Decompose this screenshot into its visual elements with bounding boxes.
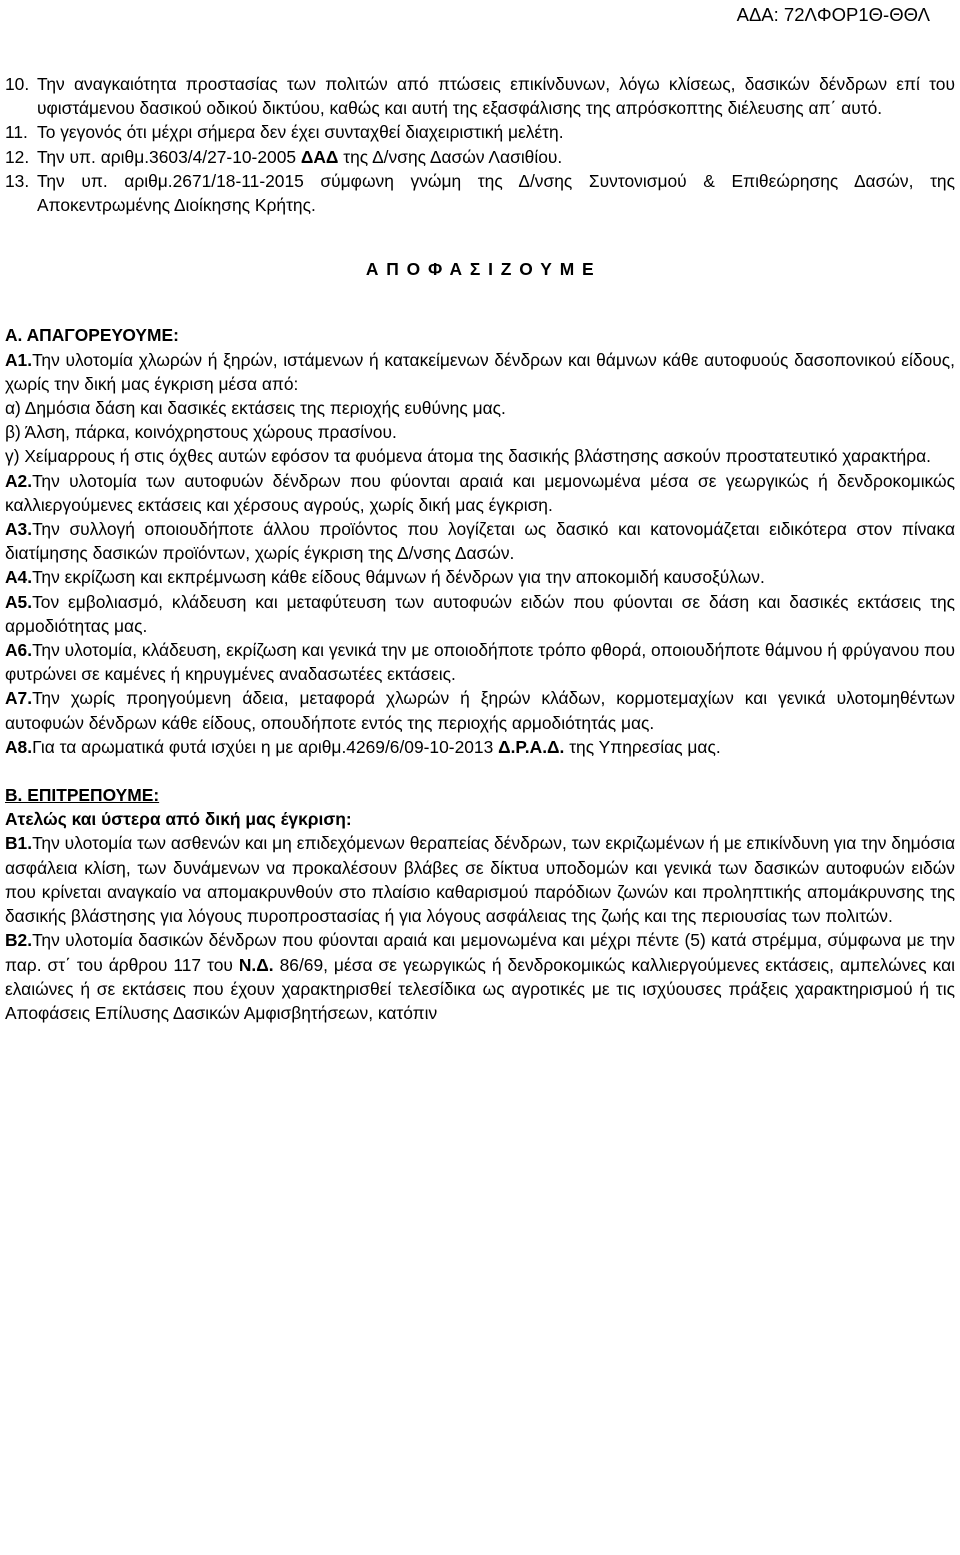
- consideration-item: [5, 145, 955, 169]
- section-a-subitem: [5, 420, 955, 444]
- consideration-text-part: Την υπ. αριθμ.3603/4/27-10-2005: [37, 146, 301, 167]
- section-a-item: [5, 638, 955, 686]
- consideration-text: Το γεγονός ότι μέχρι σήμερα δεν έχει συνταχθεί διαχειριστική μελέτη.: [37, 122, 564, 143]
- consideration-number: 13.: [5, 170, 30, 191]
- consideration-item: [5, 169, 955, 217]
- consideration-text-bold: ΔΑΔ: [300, 146, 339, 167]
- item-text: Την εκρίζωση και εκπρέμνωση κάθε είδους θάμνων ή δένδρων για την αποκομιδή καυσοξύλων.: [32, 567, 765, 588]
- section-a-subitem: [5, 396, 955, 420]
- item-code: Α2.: [5, 470, 33, 491]
- item-text-bold: Ν.Δ.: [238, 954, 274, 975]
- section-a-item: [5, 565, 955, 589]
- consideration-text: Την υπ. αριθμ.2671/18-11-2015 σύμφωνη γνώμη της Δ/νσης Συντονισμού & Επιθεώρησης Δασών, της Αποκεντρωμένης Διοίκησης Κρήτης.: [37, 170, 955, 216]
- consideration-text-part: της Δ/νσης Δασών Λασιθίου.: [338, 146, 563, 167]
- section-a-title: Α. ΑΠΑΓΟΡΕΥΟΥΜΕ:: [5, 325, 179, 346]
- item-text: Την συλλογή οποιουδήποτε άλλου προϊόντος που λογίζεται ως δασικό και κατονομάζεται ειδικότερα στον πίνακα διατίμησης δασικών προϊόντων, χωρίς έγκριση της Δ/νσης Δασών.: [5, 519, 955, 564]
- item-code: Α3.: [5, 519, 33, 540]
- item-text-bold: Δ.Ρ.Α.Δ.: [498, 736, 565, 757]
- item-text: Την υλοτομία δασικών δένδρων που φύονται αραιά και μεμονωμένα και μέχρι πέντε (5) κατά στρέμμα, σύμφωνα με την παρ. στ΄ του άρθρου 117 του: [5, 930, 955, 975]
- section-b-item: [5, 928, 955, 1025]
- consideration-item: [5, 72, 955, 120]
- item-code: Α4.: [5, 567, 33, 588]
- item-text: Την χωρίς προηγούμενη άδεια, μεταφορά χλωρών ή ξηρών κλάδων, κορμοτεμαχίων και γενικά υλοτομηθέντων αυτοφυών δένδρων κάθε είδους, οπουδήποτε εντός της περιοχής αρμοδιότητάς μας.: [5, 688, 955, 733]
- consideration-item: [5, 120, 955, 144]
- item-text: 86/69, μέσα σε γεωργικώς ή δενδροκομικώς καλλιεργούμενες εκτάσεις, αμπελώνες και ελαιώνες ή σε εκτάσεις που έχουν χαρακτηρισθεί τελεσίδικα ως αγροτικές με τις ισχύουσες πράξεις χαρακτηρισμού ή τις Αποφάσεις Επίλυσης Δασικών Αμφισβητήσεων, κατόπιν: [5, 954, 955, 1023]
- section-a-subitem: [5, 444, 955, 468]
- item-text: Την υλοτομία χλωρών ή ξηρών, ιστάμενων ή κατακείμενων δένδρων και θάμνων κάθε αυτοφυούς δασοπονικού είδους, χωρίς την δική μας έγκριση μέσα από:: [5, 349, 955, 394]
- item-text: Την υλοτομία των αυτοφυών δένδρων που φύονται αραιά και μεμονωμένα μέσα σε γεωργικώς ή δενδροκομικώς καλλιεργούμενες εκτάσεις και χέρσους αγρούς, χωρίς δική μας έγκριση.: [5, 470, 955, 515]
- item-code: Α6.: [5, 640, 33, 661]
- decision-title: Α Π Ο Φ Α Σ Ι Ζ Ο Υ Μ Ε: [365, 259, 595, 280]
- item-code: Β1.: [5, 833, 33, 854]
- item-code: Α5.: [5, 591, 33, 612]
- document-body: [5, 72, 955, 1025]
- section-b-title: Β. ΕΠΙΤΡΕΠΟΥΜΕ:: [5, 785, 160, 806]
- section-a-item: [5, 735, 955, 759]
- item-code: Α1.: [5, 349, 33, 370]
- section-b-subtitle: Ατελώς και ύστερα από δική μας έγκριση:: [5, 809, 352, 830]
- consideration-number: 11.: [5, 122, 28, 143]
- consideration-text: Την αναγκαιότητα προστασίας των πολιτών από πτώσεις επικίνδυνων, λόγω κλίσεως, δασικών δένδρων επί του υφιστάμενου δασικού οδικού δικτύου, καθώς και αυτή της εξασφάλισης της απρόσκοπτης διέλευσης απ΄ αυτό.: [37, 74, 955, 119]
- section-a-item: [5, 348, 955, 396]
- item-code: Α8.: [5, 736, 33, 757]
- section-a-item: [5, 469, 955, 517]
- item-text: Τον εμβολιασμό, κλάδευση και μεταφύτευση των αυτοφυών ειδών που φύονται σε δάση και δασικές εκτάσεις της αρμοδιότητας μας.: [5, 591, 955, 636]
- item-text: γ) Χείμαρρους ή στις όχθες αυτών εφόσον τα φυόμενα άτομα της δασικής βλάστησης ασκούν προστατευτικό χαρακτήρα.: [5, 446, 931, 467]
- section-a-item: [5, 517, 955, 565]
- item-text: της Υπηρεσίας μας.: [564, 736, 721, 757]
- consideration-number: 10.: [5, 74, 30, 94]
- document-ada-header: ΑΔΑ: 72ΛΦΟΡ1Θ-ΘΘΛ: [736, 4, 930, 25]
- consideration-text: [37, 145, 955, 169]
- item-text: β) Άλση, πάρκα, κοινόχρηστους χώρους πρασίνου.: [5, 422, 397, 443]
- item-text: Την υλοτομία των ασθενών και μη επιδεχόμενων θεραπείας δένδρων, των εκριζωμένων ή με επικίνδυνη για την δημόσια ασφάλεια κλίση, των δυνάμενων να προκαλέσουν βλάβες σε δίκτυα υποδομών και γενικά των δασικών αυτοφυών ειδών που κρίνεται αναγκαίο να απομακρυνθούν στο πλαίσιο καθαρισμού παρόδιων ζωνών και προληπτικής απομάκρυνσης της δασικής βλάστησης για λόγους πυροπροστασίας ή για λόγους ασφάλειας της ζωής και της περιουσίας των πολιτών.: [5, 833, 955, 927]
- consideration-number: 12.: [5, 146, 30, 167]
- item-code: Α7.: [5, 688, 33, 709]
- item-text: α) Δημόσια δάση και δασικές εκτάσεις της περιοχής ευθύνης μας.: [5, 398, 506, 419]
- item-code: Β2.: [5, 930, 33, 951]
- section-spacer: [5, 759, 955, 783]
- item-text: Για τα αρωματικά φυτά ισχύει η με αριθμ.4269/6/09-10-2013: [32, 736, 499, 757]
- section-a-item: [5, 686, 955, 734]
- item-text: Την υλοτομία, κλάδευση, εκρίζωση και γενικά την με οποιοδήποτε τρόπο φθορά, οποιουδήποτε θάμνου ή φρύγανου που φυτρώνει σε καμένες ή κηρυγμένες αναδασωτέες εκτάσεις.: [5, 640, 955, 685]
- section-a-item: [5, 590, 955, 638]
- section-b-item: [5, 831, 955, 928]
